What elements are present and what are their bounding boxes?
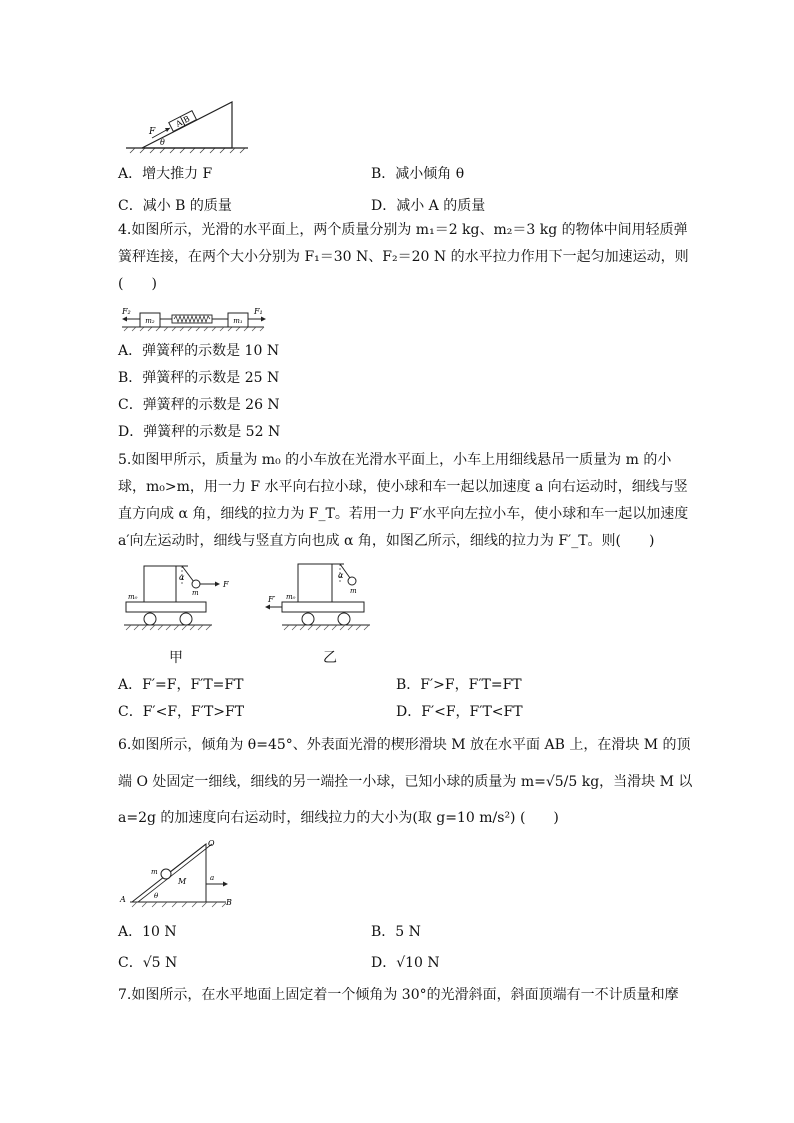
m2-label: m₂ <box>145 317 155 325</box>
a-label: a <box>210 874 215 882</box>
q5-stem-line2: 球，m₀>m，用一力 F 水平向右拉小球，使小球和车一起以加速度 a 向右运动时，细线与竖 <box>118 479 688 495</box>
force-label: F <box>149 127 156 137</box>
q3-option-d[interactable]: D．减小 A 的质量 <box>371 198 486 214</box>
m-label: m <box>192 589 199 597</box>
wheel-right <box>338 613 350 625</box>
A-label: A <box>120 895 126 904</box>
q3-option-a[interactable]: A．增大推力 F <box>118 166 213 182</box>
m1-label: m₁ <box>233 317 243 325</box>
wheel-right <box>180 613 192 625</box>
cart-body <box>282 602 364 612</box>
q4-stem-line3: ( ) <box>118 276 157 292</box>
q5-option-c[interactable]: C．F′<F，F′T>FT <box>118 704 245 720</box>
q5-stem-line1: 5.如图甲所示，质量为 m₀ 的小车放在光滑水平面上，小车上用细线悬吊一质量为 m 的小 <box>118 452 672 468</box>
m-label: m <box>350 587 357 595</box>
block-ab-label: A|B <box>174 114 192 129</box>
f1-label: F₁ <box>254 307 263 316</box>
ball <box>348 577 356 585</box>
cart-body <box>126 602 206 612</box>
q4-option-c[interactable]: C．弹簧秤的示数是 26 N <box>118 397 280 413</box>
q4-option-a[interactable]: A．弹簧秤的示数是 10 N <box>118 343 280 359</box>
B-label: B <box>226 898 232 907</box>
wheel-left <box>302 613 314 625</box>
o-label: O <box>208 839 215 848</box>
q5-option-a[interactable]: A．F′=F，F′T=FT <box>118 677 244 693</box>
m0-label: m₀ <box>128 593 138 601</box>
ground-hatch <box>126 625 211 630</box>
cart-post <box>298 564 332 602</box>
force-f-head <box>215 582 220 587</box>
f2-label: F₂ <box>122 307 131 316</box>
block-ab <box>169 111 197 132</box>
q6-figure <box>118 836 238 912</box>
alpha-label: α <box>179 573 185 582</box>
q7-stem-line1: 7.如图所示，在水平地面上固定着一个倾角为 30°的光滑斜面，斜面顶端有一不计质量和摩 <box>118 987 679 1003</box>
q5-figure-label-yi: 乙 <box>323 650 337 666</box>
alpha-label: α <box>338 571 344 580</box>
theta-label: θ <box>154 892 159 900</box>
q6-option-b[interactable]: B．5 N <box>371 924 421 940</box>
ground-hatch <box>284 625 369 630</box>
force-fprime-head <box>265 605 270 610</box>
force-f-label: F <box>223 580 229 589</box>
ground-hatch <box>132 902 226 907</box>
q4-figure <box>118 304 268 334</box>
q6-option-a[interactable]: A．10 N <box>118 924 177 940</box>
m-label: m <box>151 868 158 876</box>
q4-stem-line1: 4.如图所示，光滑的水平面上，两个质量分别为 m₁＝2 kg、m₂＝3 kg 的物体中间用轻质弹 <box>118 222 688 238</box>
wheel-left <box>144 613 156 625</box>
f2-arrow-head <box>122 317 127 322</box>
m0-label: m₀ <box>286 593 296 601</box>
q5-option-d[interactable]: D．F′<F，F′T<FT <box>396 704 523 720</box>
f1-arrow-head <box>261 317 266 322</box>
q5-figure-label-jia: 甲 <box>169 650 183 666</box>
accel-arrow-head <box>223 882 228 887</box>
q6-option-d[interactable]: D．√10 N <box>371 955 440 971</box>
q4-option-b[interactable]: B．弹簧秤的示数是 25 N <box>118 370 280 386</box>
theta-label: θ <box>160 138 165 147</box>
q6-stem-line2: 端 O 处固定一细线，细线的另一端拴一小球，已知小球的质量为 m=√5/5 kg，当滑块 M 以 <box>118 774 693 790</box>
force-fprime-label: F′ <box>268 595 276 604</box>
q5-stem-line3: 直方向成 α 角，细线的拉力为 F_T。若用一力 F′水平向左拉小车，使小球和车一起以加速度 <box>118 506 689 522</box>
q3-option-b[interactable]: B．减小倾角 θ <box>371 166 465 182</box>
q5-stem-line4: a′向左运动时，细线与竖直方向也成 α 角，如图乙所示，细线的拉力为 F′_T。则( ) <box>118 533 655 549</box>
q6-option-c[interactable]: C．√5 N <box>118 955 178 971</box>
q5-figure-yi <box>262 560 382 636</box>
q3-figure <box>122 96 252 154</box>
q3-option-c[interactable]: C．减小 B 的质量 <box>118 198 232 214</box>
q4-option-d[interactable]: D．弹簧秤的示数是 52 N <box>118 424 281 440</box>
q6-stem-line1: 6.如图所示，倾角为 θ=45°、外表面光滑的楔形滑块 M 放在水平面 AB 上，在滑块 M 的顶 <box>118 737 691 753</box>
M-label: M <box>178 877 187 886</box>
q6-stem-line3: a=2g 的加速度向右运动时，细线拉力的大小为(取 g=10 m/s²) ( ) <box>118 810 559 826</box>
q5-figure-jia <box>122 560 242 636</box>
ground-hatch <box>124 327 264 331</box>
cart-post <box>144 566 176 602</box>
q5-option-b[interactable]: B．F′>F，F′T=FT <box>396 677 522 693</box>
ground-hatch <box>130 148 245 153</box>
ball <box>192 580 200 588</box>
q4-stem-line2: 簧秤连接，在两个大小分别为 F₁＝30 N、F₂＝20 N 的水平拉力作用下一起匀加速运动，则 <box>118 249 689 265</box>
ball <box>161 869 171 879</box>
